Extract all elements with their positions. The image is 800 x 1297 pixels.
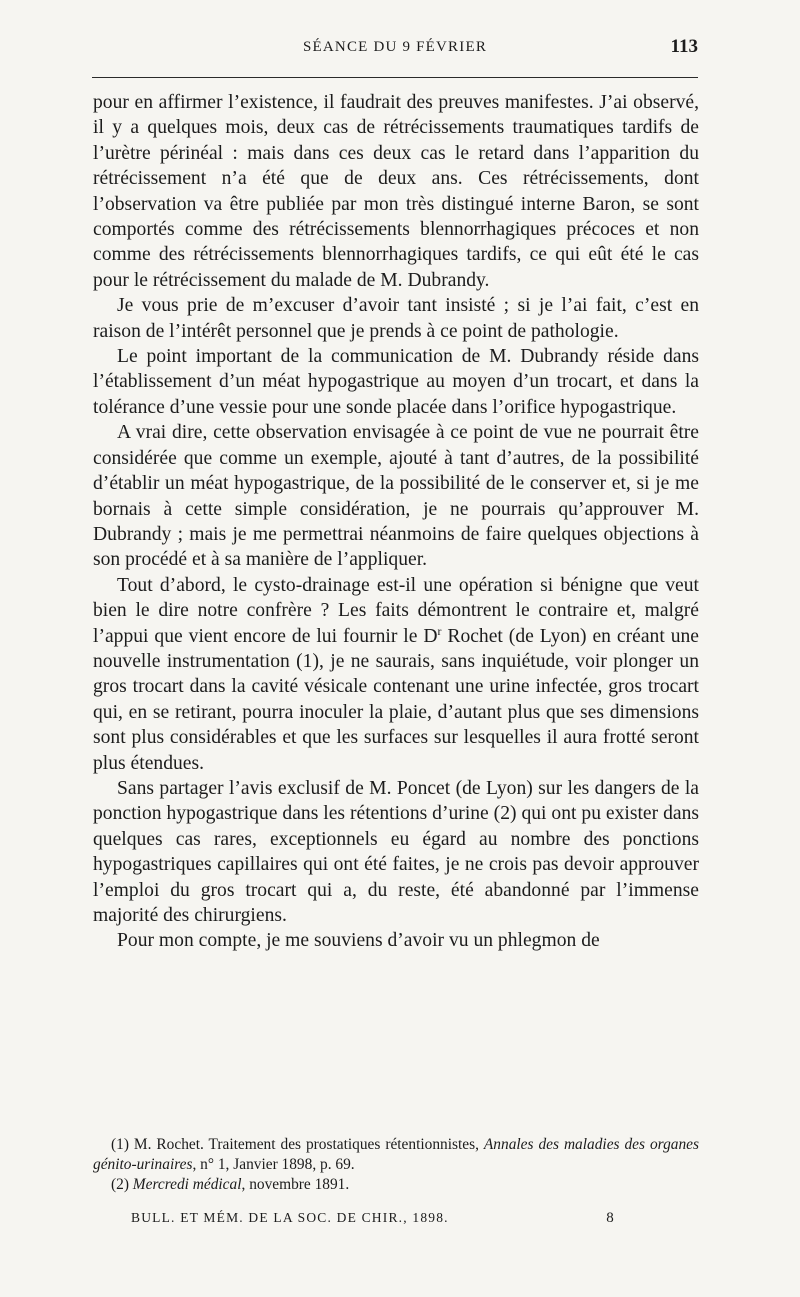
- footnote-1-journal: Annales des maladies des organes génito-urinaires: [93, 1136, 699, 1173]
- footnote-2-journal: Mercredi médical: [132, 1176, 242, 1193]
- footnote-1: [93, 1135, 699, 1175]
- footnote-2-prefix: (2): [111, 1176, 133, 1193]
- footnote-2: [93, 1175, 699, 1195]
- paragraph-7: Pour mon compte, je me souviens d’avoir vu un phlegmon de: [117, 930, 600, 952]
- paragraph-2: Je vous prie de m’excuser d’avoir tant insisté ; si je l’ai fait, c’est en raison de l’intérêt personnel que je prends à ce point de pathologie.: [93, 295, 699, 342]
- header-rule: [92, 77, 698, 78]
- body-text: [93, 90, 699, 954]
- footnote-2-suffix: , novembre 1891.: [241, 1176, 350, 1193]
- paragraph-5-part-2: Rochet (de Lyon) en créant une nouvelle instrumentation (1), je ne saurais, sans inquiétude, voir plonger un gros trocart dans la cavité vésicale contenant une urine infectée, gros trocart qui, en se retirant, pourra inoculer la plaie, d’autant plus que ses dimensions sont plus considérables et que les surfaces sur lesquelles il aura frotté seront plus étendues.: [93, 625, 699, 774]
- paragraph-1: pour en affirmer l’existence, il faudrait des preuves manifestes. J’ai observé, il y a quelques mois, deux cas de rétrécissements traumatiques tardifs de l’urètre périnéal : mais dans ces deux cas le retard dans l’apparition du rétrécissement n’a été que de deux ans. Ces rétrécissements, dont l’observation va être publiée par mon très distingué interne Baron, se sont comportés comme des rétrécissements blennorrhagiques précoces et non comme des rétrécissements blennorrhagiques tardifs, ce qui eût été le cas pour le rétrécissement du malade de M. Dubrandy.: [93, 92, 699, 291]
- running-title: SÉANCE DU 9 FÉVRIER: [302, 39, 488, 55]
- paragraph-3: Le point important de la communication de M. Dubrandy réside dans l’établissement d’un méat hypogastrique au moyen d’un trocart, et dans la tolérance d’une vessie pour une sonde placée dans l’orifice hypogastrique.: [93, 346, 699, 418]
- paragraph-4: A vrai dire, cette observation envisagée à ce point de vue ne pourrait être considérée que comme un exemple, ajouté à tant d’autres, de la possibilité d’établir un méat hypogastrique, de la possibilité de le conserver et, si je me bornais à cette simple considération, je ne pourrais qu’approuver M. Dubrandy ; mais je me permettrai néanmoins de faire quelques objections à son procédé et à sa manière de l’appliquer.: [93, 422, 699, 571]
- paragraph-5-part-1: Tout d’abord, le cysto-drainage est-il une opération si bénigne que veut bien le dire notre confrère ? Les faits démontrent le contraire et, malgré l’appui que vient encore de lui fournir le D: [93, 574, 699, 647]
- signature-text: BULL. ET MÉM. DE LA SOC. DE CHIR., 1898.: [131, 1210, 449, 1225]
- page-number: 113: [670, 36, 698, 57]
- footnotes: [93, 1135, 699, 1195]
- paragraph-6: Sans partager l’avis exclusif de M. Poncet (de Lyon) sur les dangers de la ponction hypogastrique dans les rétentions d’urine (2) qui ont pu exister dans quelques cas rares, exceptionnels eu égard au nombre des ponctions hypogastriques capillaires qui ont été faites, je ne crois pas devoir approuver l’emploi du gros trocart qui a, du reste, été abandonné par l’immense majorité des chirurgiens.: [93, 777, 699, 926]
- running-head: [92, 34, 698, 60]
- footnote-1-suffix: , n° 1, Janvier 1898, p. 69.: [192, 1156, 355, 1173]
- footnote-1-prefix: (1) M. Rochet. Traitement des prostatiques rétentionnistes,: [111, 1136, 484, 1153]
- sheet-number: 8: [606, 1210, 615, 1226]
- doctor-superscript: r: [437, 624, 442, 638]
- signature-line: [93, 1207, 699, 1229]
- paragraph-5: [93, 573, 699, 776]
